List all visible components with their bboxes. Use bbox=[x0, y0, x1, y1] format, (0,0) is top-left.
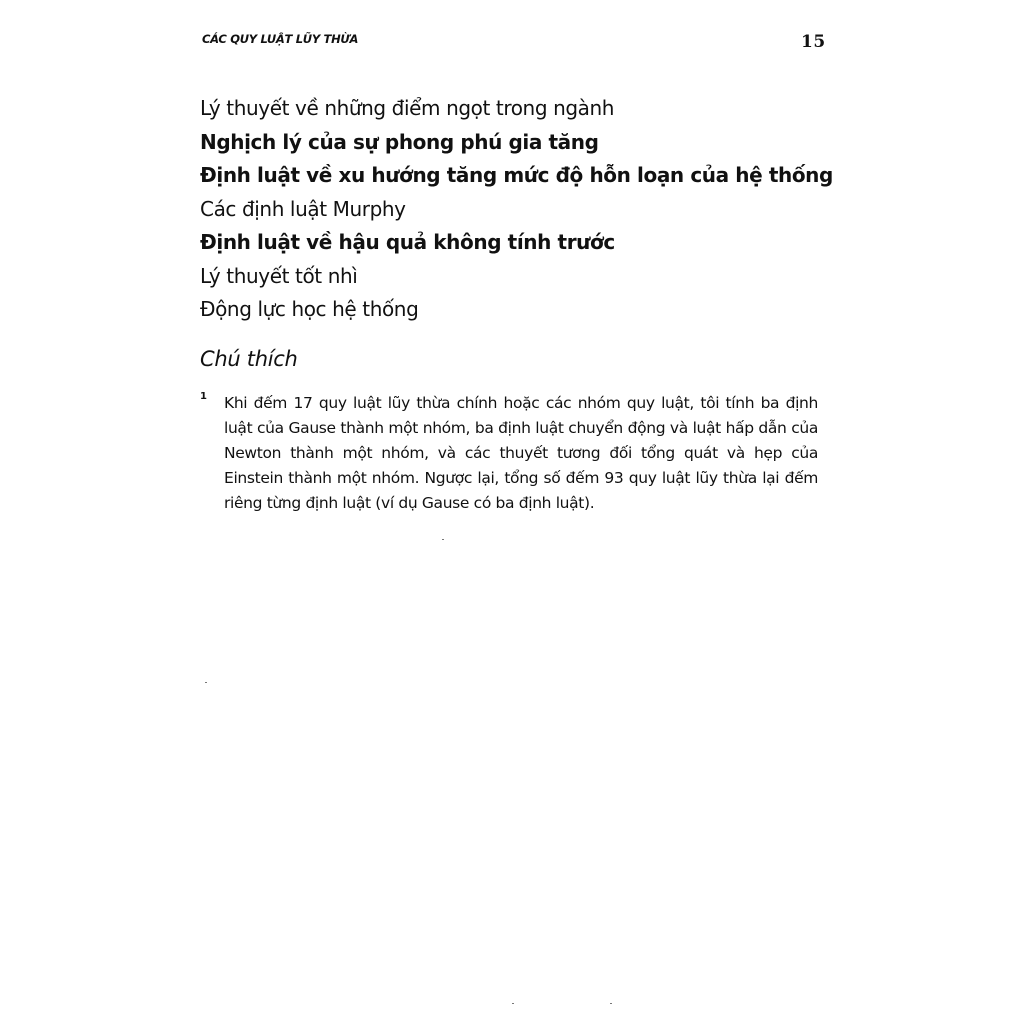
law-list-item: Nghịch lý của sự phong phú gia tăng bbox=[200, 129, 599, 154]
law-list-item: Các định luật Murphy bbox=[200, 196, 406, 221]
law-list-item: Lý thuyết về những điểm ngọt trong ngành bbox=[200, 96, 615, 120]
footnote-text: Khi đếm 17 quy luật lũy thừa chính hoặc các nhóm quy luật, tôi tính ba định luật của Gause thành một nhóm, ba định luật chuyển động và luật hấp dẫn của Newton thành một nhóm, và các thuyết tương đối tổng quát và hẹp của Einstein thành một nhóm. Ngược lại, tổng số đếm 93 quy luật lũy thừa lại đếm riêng từng định luật (ví dụ Gause có ba định luật). bbox=[224, 394, 818, 512]
scan-speck bbox=[442, 539, 444, 540]
law-list-item: Định luật về xu hướng tăng mức độ hỗn loạn của hệ thống bbox=[200, 163, 833, 187]
scan-speck bbox=[205, 682, 207, 683]
scan-speck bbox=[610, 1003, 612, 1004]
running-head-title: CÁC QUY LUẬT LŨY THỪA bbox=[202, 32, 359, 46]
law-list-item: Định luật về hậu quả không tính trước bbox=[200, 230, 615, 254]
law-list-item: Lý thuyết tốt nhì bbox=[200, 263, 358, 288]
notes-heading: Chú thích bbox=[200, 347, 298, 371]
scan-speck bbox=[512, 1003, 514, 1004]
footnote bbox=[200, 391, 818, 516]
footnote-marker: 1 bbox=[200, 391, 207, 402]
law-list bbox=[200, 92, 833, 327]
law-list-item: Động lực học hệ thống bbox=[200, 297, 419, 321]
page-number: 15 bbox=[801, 32, 826, 52]
